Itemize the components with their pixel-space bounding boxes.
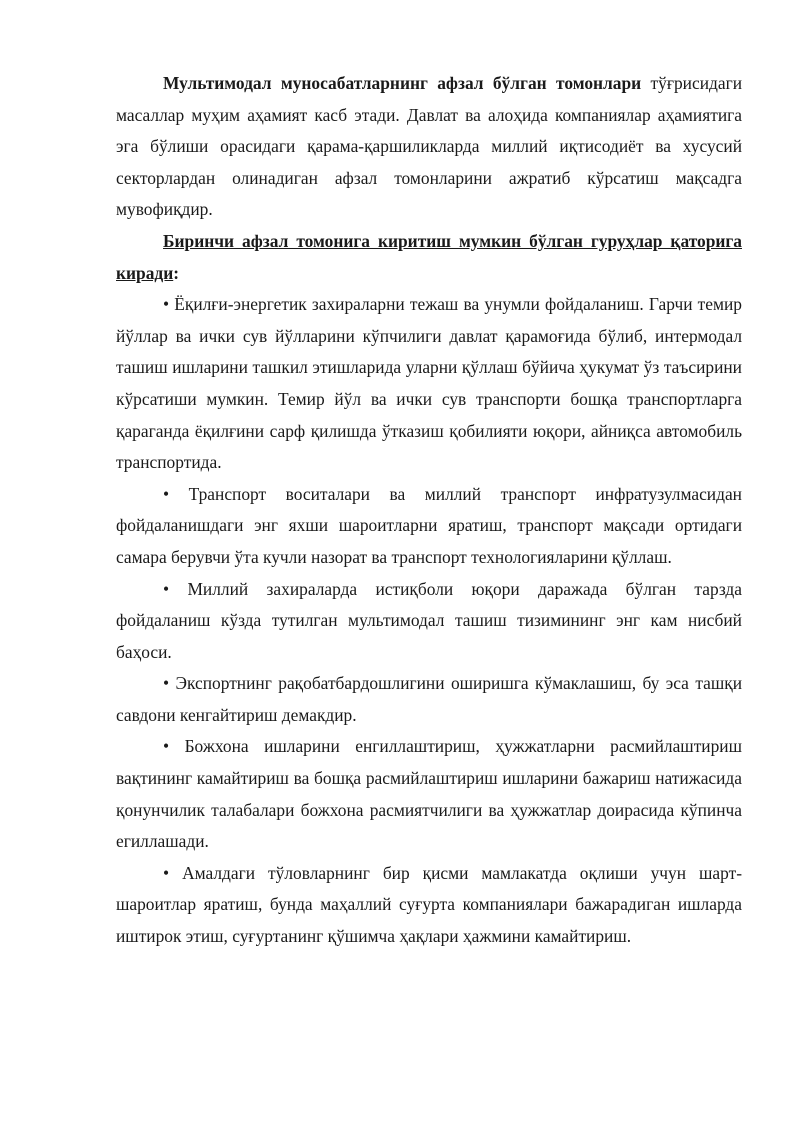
intro-paragraph	[116, 68, 742, 226]
section-heading-paragraph	[116, 226, 742, 289]
intro-bold-lead: Мультимодал муносабатларнинг афзал бўлган томонлари	[163, 73, 642, 93]
section-heading-colon: :	[173, 262, 180, 283]
bullet-paragraph-1: • Ёқилғи-энергетик захираларни тежаш ва унумли фойдаланиш. Гарчи темир йўллар ва ички сув йўлларини кўпчилиги давлат қарамоғида бўлиб, интермодал ташиш ишларини ташкил этишларида уларни қўллаш бўйича ҳукумат ўз таъсирини кўрсатиши мумкин. Темир йўл ва ички сув транспорти бошқа транспортларга қараганда ёқилғини сарф қилишда ўтказиш қобилияти юқори, айниқса автомобиль транспортида.	[116, 294, 742, 473]
bullet-paragraph-5: • Божхона ишларини енгиллаштириш, ҳужжатларни расмийлаштириш вақтининг камайтириш ва бошқа расмийлаштириш ишларини бажариш натижасида қонунчилик талабалари божхона расмиятчилиги ва ҳужжатлар доирасида кўпинча егиллашади.	[116, 736, 742, 852]
bullet-paragraph-6: • Амалдаги тўловларнинг бир қисми мамлакатда оқлиши учун шарт-шароитлар яратиш, бунда маҳаллий суғурта компаниялари бажарадиган ишларда иштирок этиш, суғуртанинг қўшимча ҳақлари ҳажмини камайтириш.	[116, 862, 742, 947]
bullet-paragraph-3: • Миллий захираларда истиқболи юқори даражада бўлган тарзда фойдаланиш кўзда тутилган мультимодал ташиш тизимининг энг кам нисбий баҳоси.	[116, 578, 742, 662]
section-heading: Биринчи афзал томонига киритиш мумкин бўлган гуруҳлар қаторига киради	[116, 230, 742, 283]
bullet-paragraph-2: • Транспорт воситалари ва миллий транспорт инфратузулмасидан фойдаланишдаги энг яхши шароитларни яратиш, транспорт мақсади ортидаги самара берувчи ўта кучли назорат ва транспорт технологияларини қўллаш.	[116, 483, 742, 567]
bullet-paragraph-4: • Экспортнинг рақобатбардошлигини оширишга кўмаклашиш, бу эса ташқи савдони кенгайтириш демакдир.	[116, 673, 742, 725]
document-page	[116, 68, 742, 953]
intro-text: тўғрисидаги масаллар муҳим аҳамият касб этади. Давлат ва алоҳида компаниялар аҳамиятига эга бўлиши орасидаги қарама-қаршиликларда миллий иқтисодиёт ва хусусий секторлардан олинадиган афзал томонларини ажратиб кўрсатиш мақсадга мувофиқдир.	[116, 73, 743, 220]
